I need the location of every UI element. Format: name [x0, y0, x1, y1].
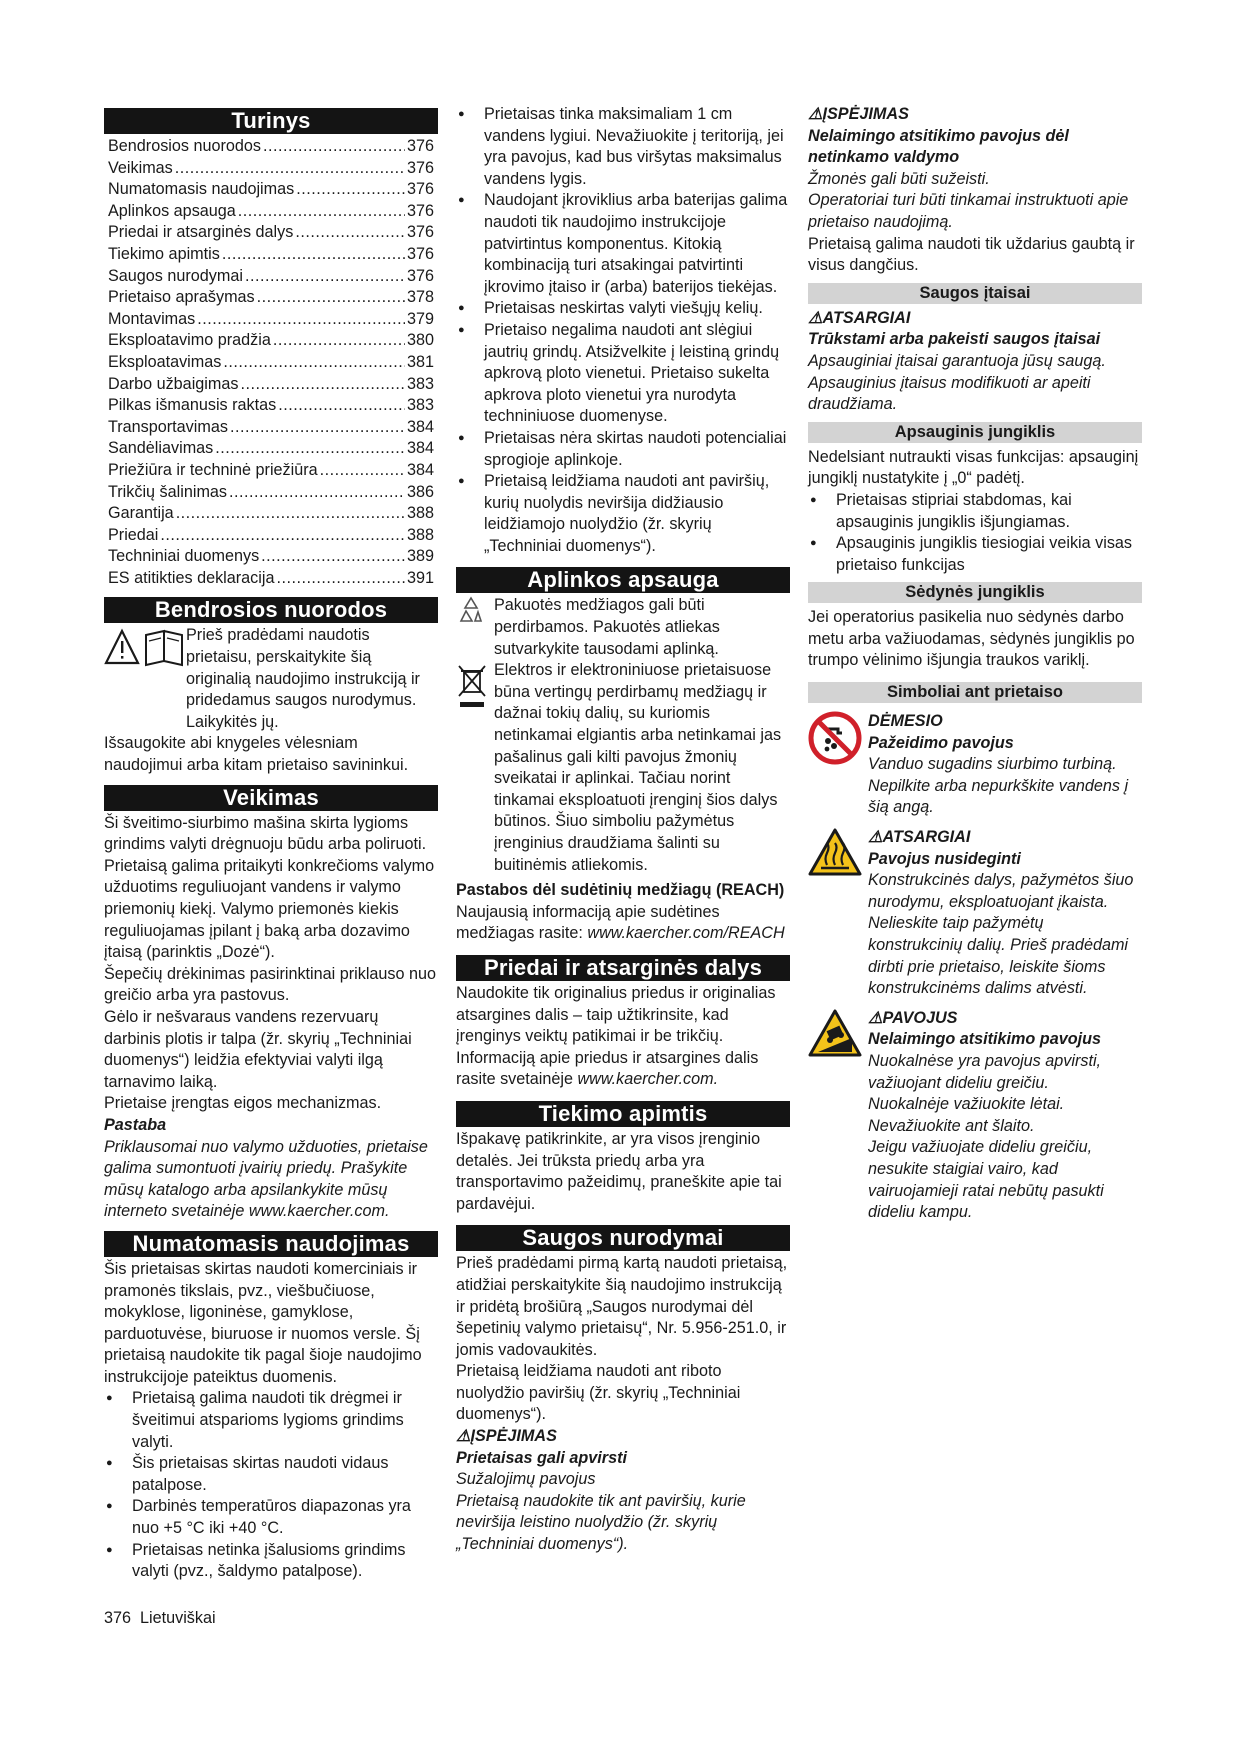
reach-title: Pastabos dėl sudėtinių medžiagų (REACH)	[456, 881, 785, 900]
caution-label: ⚠ATSARGIAI	[808, 308, 911, 327]
toc-item[interactable]	[108, 179, 434, 201]
acc-p2: Informaciją apie priedus ir atsargines dalis rasite svetainėje www.kaercher.com.	[456, 1048, 759, 1089]
symbol-text: Nuokalnėse yra pavojus apvirsti, važiuojant dideliu greičiu.	[868, 1051, 1102, 1092]
warning-triangle-icon: ⚠	[808, 105, 823, 123]
warning-after: Prietaisą galima naudoti tik uždarius gaubtą ir visus dangčius.	[808, 234, 1135, 275]
toc-item-page: 386	[406, 482, 434, 501]
toc-item-page: 380	[406, 331, 434, 350]
warning-text: Operatoriai turi būti tinkamai instruktuoti apie prietaiso naudojimą.	[808, 191, 1129, 231]
warning-text: Prietaisą naudokite tik ant paviršių, kurie neviršija leistino nuolydžio (žr. skyrių „Techniniai duomenys“).	[456, 1491, 746, 1554]
function-p3: Šepečių drėkinimas pasirinktinai priklauso nuo greičio arba yra pastovus.	[104, 964, 437, 1005]
acc-link[interactable]: www.kaercher.com.	[577, 1070, 719, 1089]
toc-item-page: 376	[406, 244, 434, 263]
general-text-2: Išsaugokite abi knygeles vėlesniam naudojimui arba kitam prietaiso savininkui.	[104, 734, 409, 775]
tipping-hazard-icon	[808, 1008, 862, 1058]
function-title: Veikimas	[104, 785, 438, 811]
toc-item-label: Sandėliavimas	[108, 439, 214, 458]
general-title: Bendrosios nuorodos	[104, 597, 438, 623]
toc-item[interactable]	[108, 503, 434, 525]
symbol-text: Nelieskite taip pažymėtų konstrukcinių dalių. Prieš pradėdami dirbti prie prietaiso, leiskite šioms konstrukcinėms dalims atvėsti.	[868, 914, 1129, 998]
symbol-text: Konstrukcinės dalys, pažymėtos šiuo nurodymu, eksploatuojant įkaista.	[868, 871, 1134, 911]
toc-leader	[320, 460, 405, 482]
symbol-water	[808, 711, 1142, 819]
env-weee	[456, 660, 790, 876]
toc-item-page: 376	[406, 266, 434, 285]
list-item: ● Prietaisas netinka įšalusioms grindims valyti (pvz., šaldymo patalpose).	[104, 1540, 438, 1583]
toc-item-page: 384	[406, 439, 434, 458]
toc-leader	[257, 287, 405, 309]
toc-leader	[261, 546, 405, 568]
list-item: ● Šis prietaisas skirtas naudoti vidaus patalpose.	[104, 1453, 438, 1496]
toc-item-label: Pilkas išmanusis raktas	[108, 396, 277, 415]
toc-leader	[295, 222, 405, 244]
symbol-label: DĖMESIO	[868, 712, 943, 731]
warning-label: ⚠ĮSPĖJIMAS	[456, 1427, 557, 1446]
toc-item-label: Prietaiso aprašymas	[108, 288, 255, 307]
toc-item[interactable]	[108, 287, 434, 309]
toc-item-page: 378	[406, 288, 434, 307]
toc-leader	[245, 266, 405, 288]
symbol-label: ⚠PAVOJUS	[868, 1008, 958, 1027]
toc-item[interactable]	[108, 460, 434, 482]
toc-item[interactable]	[108, 244, 434, 266]
no-water-icon	[808, 711, 862, 765]
acc-title: Priedai ir atsarginės dalys	[456, 955, 790, 981]
list-item: ● Prietaisą galima naudoti tik drėgmei ir šveitimui atsparioms lygioms grindims valyti.	[104, 1388, 438, 1453]
env-p1: Pakuotės medžiagos gali būti perdirbamos. Pakuotės atliekas sutvarkykite tausodami aplinką.	[494, 596, 720, 658]
toc-leader	[230, 417, 405, 439]
warning-triangle-icon: ⚠	[808, 308, 823, 327]
toc-leader	[229, 482, 405, 504]
toc-leader	[276, 568, 405, 590]
toc-leader	[160, 525, 405, 547]
toc-item-label: Numatomasis naudojimas	[108, 180, 295, 199]
toc-item-page: 389	[406, 547, 434, 566]
reach-link[interactable]: www.kaercher.com/REACH	[587, 924, 785, 943]
caution-title: Trūkstami arba pakeisti saugos įtaisai	[808, 330, 1101, 349]
symbol-text: Vanduo sugadins siurbimo turbiną. Nepilkite arba nepurkškite vandens į šią angą.	[868, 755, 1129, 817]
scope-text: Išpakavę patikrinkite, ar yra visos įrenginio detalės. Jei trūksta priedų arba yra transportavimo pažeidimų, praneškite apie tai pardavėjui.	[456, 1129, 782, 1213]
note-text: Priklausomai nuo valymo užduoties, prietaise galima sumontuoti įvairių priedų. Prašykite mūsų katalogo arba apsilankykite mūsų interneto svetainėje www.kaercher.com.	[104, 1137, 428, 1221]
column-3	[808, 104, 1142, 1224]
list-item: ● Prietaisas nėra skirtas naudoti potencialiai sprogioje aplinkoje.	[456, 428, 790, 471]
toc-leader	[273, 330, 405, 352]
column-1	[104, 104, 438, 1583]
toc-title: Turinys	[104, 108, 438, 134]
toc-item-page: 379	[406, 309, 434, 328]
toc-item[interactable]	[108, 546, 434, 568]
toc-item-label: ES atitikties deklaracija	[108, 568, 275, 587]
toc-item[interactable]	[108, 482, 434, 504]
recycling-icon	[456, 595, 486, 625]
toc-item[interactable]	[108, 136, 434, 158]
toc-item[interactable]	[108, 374, 434, 396]
env-recycling	[456, 595, 790, 660]
toc-item-label: Montavimas	[108, 309, 196, 328]
switch-text: Nedelsiant nutraukti visas funkcijas: apsauginį jungiklį nustatykite į „0“ padėtį.	[808, 447, 1139, 488]
toc-item[interactable]	[108, 266, 434, 288]
reach-text: Naujausią informaciją apie sudėtines medžiagas rasite: www.kaercher.com/REACH	[456, 902, 785, 943]
toc-item-page: 376	[406, 201, 434, 220]
toc-item[interactable]	[108, 395, 434, 417]
list-item: ● Apsauginis jungiklis tiesiogiai veikia visas prietaiso funkcijas	[808, 533, 1142, 576]
toc-item-page: 384	[406, 417, 434, 436]
toc-leader	[175, 158, 405, 180]
toc-item[interactable]	[108, 568, 434, 590]
toc-item-label: Trikčių šalinimas	[108, 482, 228, 501]
intended-p1: Šis prietaisas skirtas naudoti komerciniais ir pramonės tikslais, pvz., viešbučiuose, mokyklose, ligoninėse, gamyklose, parduotuvėse, biuruose ir nuomos versle. Šį prietaisą naudokite tik pagal šioje naudojimo instrukcijoje pateiktus duomenis.	[104, 1259, 422, 1386]
page-footer	[104, 1608, 216, 1630]
toc-leader	[238, 201, 405, 223]
scope-title: Tiekimo apimtis	[456, 1101, 790, 1127]
toc-item-label: Eksploatavimas	[108, 352, 222, 371]
toc-item-page: 391	[406, 568, 434, 587]
toc-item-page: 388	[406, 525, 434, 544]
warning-manual-icon	[104, 625, 186, 669]
hot-surface-icon	[808, 827, 862, 877]
function-p5: Prietaise įrengtas eigos mechanizmas.	[104, 1094, 382, 1113]
toc-item-label: Darbo užbaigimas	[108, 374, 239, 393]
toc-item[interactable]	[108, 158, 434, 180]
warning-triangle-icon: ⚠	[868, 828, 883, 847]
env-title: Aplinkos apsauga	[456, 567, 790, 593]
toc-leader	[215, 438, 405, 460]
toc-item[interactable]	[108, 525, 434, 547]
warning-label: ⚠ĮSPĖJIMAS	[808, 105, 909, 123]
toc-item-label: Bendrosios nuorodos	[108, 137, 261, 155]
symbol-title: Pažeidimo pavojus	[868, 733, 1014, 752]
symbol-text: Nuokalnėje važiuokite lėtai.	[868, 1095, 1065, 1114]
function-p4: Gėlo ir nešvaraus vandens rezervuarų darbinis plotis ir talpa (žr. skyrių „Techniniai duomenys“) leidžia efektyviai valyti ilgą tarnavimo laiką.	[104, 1007, 412, 1091]
toc-item[interactable]	[108, 201, 434, 223]
toc-leader	[240, 374, 405, 396]
warning-title: Prietaisas gali apvirsti	[456, 1448, 627, 1467]
toc-item[interactable]	[108, 309, 434, 331]
symbol-tipping	[808, 1008, 1142, 1224]
symbols-title: Simboliai ant prietaiso	[808, 682, 1142, 703]
intended-title: Numatomasis naudojimas	[104, 1231, 438, 1257]
caution-text: Apsauginiai įtaisai garantuoja jūsų saugą. Apsauginius įtaisus modifikuoti ar apeiti draudžiama.	[808, 351, 1106, 414]
safety-p2: Prietaisą leidžiama naudoti ant riboto nuolydžio paviršių (žr. skyrių „Techniniai duomenys“).	[456, 1362, 741, 1424]
warning-sub: Sužalojimų pavojus	[456, 1470, 596, 1489]
footer-language: Lietuviškai	[140, 1609, 216, 1627]
toc-leader	[223, 352, 405, 374]
toc-item-label: Priedai	[108, 525, 159, 544]
toc-item-page: 376	[406, 223, 434, 242]
toc-item-label: Aplinkos apsauga	[108, 201, 236, 220]
intended-bullets	[104, 1388, 438, 1582]
page-number: 376	[104, 1609, 132, 1627]
toc-item-page: 376	[406, 137, 434, 155]
toc-item-label: Transportavimas	[108, 417, 228, 436]
toc-item-page: 384	[406, 460, 434, 479]
toc-item-label: Saugos nurodymai	[108, 266, 243, 285]
warning-triangle-icon: ⚠	[456, 1427, 471, 1446]
column-2	[456, 104, 790, 1556]
toc-list	[104, 136, 438, 589]
list-item: ● Prietaiso negalima naudoti ant slėgiui jautrių grindų. Atsižvelkite į leistiną grindų apkrovą ploto vienetui. Prietaiso sukelta apkrova ploto vienetui yra nurodyta techniniuose duomenyse.	[456, 320, 790, 428]
toc-item-page: 388	[406, 504, 434, 523]
safety-title: Saugos nurodymai	[456, 1225, 790, 1251]
toc-item[interactable]	[108, 417, 434, 439]
acc-p1: Naudokite tik originalius priedus ir originalias atsargines dalis – taip užtikrinsite, kad įrenginys veiktų patikimai ir be trikčių.	[456, 983, 776, 1046]
toc-item-page: 376	[406, 180, 434, 199]
symbol-text: Jeigu važiuojate dideliu greičiu, nesukite staigiai vairo, kad vairuojamieji ratai nebūtų pasukti dideliu kampu.	[868, 1138, 1104, 1222]
safety-p1: Prieš pradėdami pirmą kartą naudoti prietaisą, atidžiai perskaitykite šią naudojimo instrukciją ir pridėtą brošiūrą „Saugos nurodymai dėl šepetinių valymo prietaisų“, Nr. 5.956-251.0, ir jomis vadovaukitės.	[456, 1254, 788, 1359]
toc-item[interactable]	[108, 352, 434, 374]
function-p2: Prietaisą galima pritaikyti konkrečioms valymo užduotims reguliuojant vandens ir valymo priemonių kiekį. Valymo priemonės kiekis reguliuojamas įpilant į baką arba dozavimo įtaisą (parinktis „Dozė“).	[104, 856, 435, 962]
toc-leader	[296, 179, 405, 201]
symbol-label: ⚠ATSARGIAI	[868, 828, 971, 847]
toc-item-page: 383	[406, 374, 434, 393]
general-notice	[104, 625, 438, 733]
toc-item-label: Veikimas	[108, 158, 173, 177]
toc-leader	[197, 309, 405, 331]
toc-leader	[176, 503, 405, 525]
switch-bullets	[808, 490, 1142, 576]
seat-title: Sėdynės jungiklis	[808, 582, 1142, 603]
warning-title: Nelaimingo atsitikimo pavojus dėl netinkamo valdymo	[808, 126, 1069, 167]
toc-item[interactable]	[108, 222, 434, 244]
list-item: ● Naudojant įkroviklius arba baterijas galima naudoti tik naudojimo instrukcijoje patvirtintus komponentus. Kitokią kombinaciją turi atsakingai patvirtinti įkrovimo įtaiso ir (arba) baterijos tiekėjas.	[456, 190, 790, 298]
toc-leader	[263, 136, 405, 158]
switch-title: Apsauginis jungiklis	[808, 422, 1142, 443]
seat-text: Jei operatorius pasikelia nuo sėdynės darbo metu arba važiuodamas, sėdynės jungiklis po trumpo vėlinimo išjungia traukos variklį.	[808, 608, 1135, 670]
toc-item-label: Priežiūra ir techninė priežiūra	[108, 460, 318, 479]
toc-leader	[278, 395, 405, 417]
symbol-title: Nelaimingo atsitikimo pavojus	[868, 1030, 1101, 1049]
symbol-title: Pavojus nusideginti	[868, 849, 1021, 868]
warning-triangle-icon: ⚠	[868, 1008, 883, 1027]
list-item: ● Prietaisas stipriai stabdomas, kai apsauginis jungiklis išjungiamas.	[808, 490, 1142, 533]
toc-item-page: 376	[406, 158, 434, 177]
symbol-text: Nevažiuokite ant šlaito.	[868, 1116, 1035, 1135]
warning-sub: Žmonės gali būti sužeisti.	[808, 169, 990, 188]
toc-item[interactable]	[108, 438, 434, 460]
env-p2: Elektros ir elektroniniuose prietaisuose būna vertingų perdirbamų medžiagų ir dažnai tokių dalių, su kuriomis netinkamai elgiantis arba netinkamai jas pašalinus gali kilti pavojus žmonių sveikatai ir aplinkai. Tačiau norint tinkamai eksploatuoti įrenginį šios dalys būtinos. Šiuo simboliu pažymėtus įrenginius draudžiama šalinti su buitinėmis atliekomis.	[494, 661, 782, 874]
toc-item-label: Garantija	[108, 504, 174, 523]
toc-item[interactable]	[108, 330, 434, 352]
toc-item-label: Eksploatavimo pradžia	[108, 331, 271, 350]
devices-title: Saugos įtaisai	[808, 283, 1142, 304]
note-label: Pastaba	[104, 1115, 167, 1134]
toc-item-label: Tiekimo apimtis	[108, 244, 220, 263]
usage-bullets	[456, 104, 790, 557]
toc-item-page: 381	[406, 352, 434, 371]
toc-leader	[222, 244, 405, 266]
function-p1: Ši šveitimo-siurbimo mašina skirta lygioms grindims valyti drėgnuoju būdu arba poliruoti.	[104, 813, 427, 854]
symbol-hot	[808, 827, 1142, 1000]
list-item: ● Prietaisą leidžiama naudoti ant paviršių, kurių nuolydis neviršija didžiausio leidžiamojo nuolydžio (žr. skyrių „Techniniai duomenys“).	[456, 471, 790, 557]
crossed-bin-icon	[456, 660, 488, 710]
toc-item-label: Priedai ir atsarginės dalys	[108, 223, 294, 242]
toc-item-label: Techniniai duomenys	[108, 547, 260, 566]
general-text: Prieš pradėdami naudotis prietaisu, perskaitykite šią originalią naudojimo instrukciją ir pridedamus saugos nurodymus. Laikykitės jų.	[186, 626, 420, 731]
list-item: ● Prietaisas tinka maksimaliam 1 cm vandens lygiui. Nevažiuokite į teritoriją, jei yra pavojus, kad bus viršytas maksimalus vandens lygis.	[456, 104, 790, 190]
list-item: ● Darbinės temperatūros diapazonas yra nuo +5 °C iki +40 °C.	[104, 1496, 438, 1539]
toc-item-page: 383	[406, 396, 434, 415]
list-item: ● Prietaisas neskirtas valyti viešųjų kelių.	[456, 298, 790, 320]
